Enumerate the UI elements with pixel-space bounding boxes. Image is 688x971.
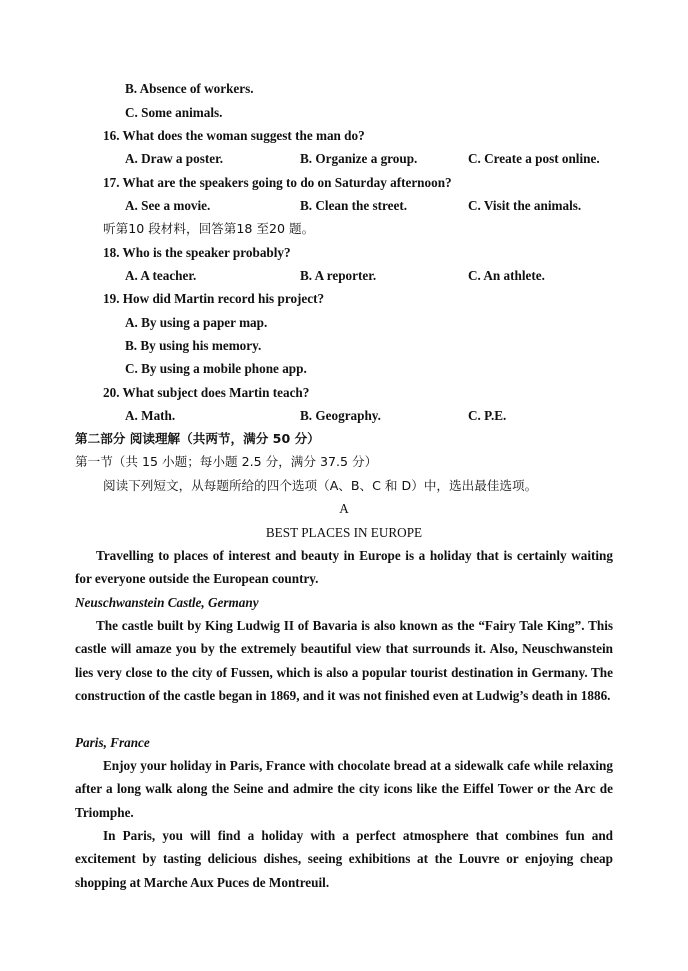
paragraph-neuschwanstein-text: The castle built by King Ludwig II of Bavaria is also known as the “Fairy Tale King”. This castle will amaze you by the extremely beautiful view that surrounds it. Also, Neuschwanstein lies very close to the city of Fussen, which is also a popular tourist destination in Germany. The construction of the castle began in 1869, and it was not finished even at Ludwig’s death in 1886.: [75, 618, 613, 703]
part-two-title: 第二部分 阅读理解（共两节，满分 50 分）: [75, 431, 320, 446]
q15-option-c: C. Some animals.: [125, 105, 223, 120]
q20-option-b: B. Geography.: [300, 408, 381, 423]
q17-question: 17. What are the speakers going to do on Saturday afternoon?: [103, 175, 452, 190]
q18-option-c: C. An athlete.: [468, 268, 545, 283]
heading-paris: Paris, France: [75, 735, 150, 750]
passage-intro-text: Travelling to places of interest and beauty in Europe is a holiday that is certainly waiting for everyone outside the European country.: [75, 548, 613, 587]
q20-question: 20. What subject does Martin teach?: [103, 385, 310, 400]
q16-question: 16. What does the woman suggest the man do?: [103, 128, 365, 143]
paragraph-paris-1-text: Enjoy your holiday in Paris, France with chocolate bread at a sidewalk cafe while relaxing after a long walk along the Seine and admire the city icons like the Eiffel Tower or the Arc de Triomphe.: [75, 758, 613, 820]
q19-option-b: B. By using his memory.: [125, 338, 262, 353]
section-one-title: 第一节（共 15 小题；每小题 2.5 分，满分 37.5 分）: [75, 454, 378, 469]
q20-option-a: A. Math.: [125, 408, 176, 423]
paragraph-paris-2: [75, 824, 613, 894]
passage-intro: [75, 544, 613, 591]
q16-option-b: B. Organize a group.: [300, 151, 418, 166]
q19-option-c: C. By using a mobile phone app.: [125, 361, 307, 376]
q20-option-c: C. P.E.: [468, 408, 507, 423]
paragraph-paris-1: [75, 754, 613, 824]
q16-option-c: C. Create a post online.: [468, 151, 600, 166]
reading-instructions: 阅读下列短文，从每题所给的四个选项（A、B、C 和 D）中，选出最佳选项。: [103, 478, 538, 493]
paragraph-paris-2-text: In Paris, you will find a holiday with a perfect atmosphere that combines fun and excitement by tasting delicious dishes, seeing exhibitions at the Louvre or enjoying cheap shopping at Marche Aux Puces de Montreuil.: [75, 828, 613, 890]
q17-option-c: C. Visit the animals.: [468, 198, 582, 213]
passage-letter: A: [339, 501, 349, 516]
q18-question: 18. Who is the speaker probably?: [103, 245, 291, 260]
q18-option-a: A. A teacher.: [125, 268, 197, 283]
heading-neuschwanstein: Neuschwanstein Castle, Germany: [75, 595, 259, 610]
q15-option-b: B. Absence of workers.: [125, 81, 254, 96]
q19-question: 19. How did Martin record his project?: [103, 291, 325, 306]
q17-option-b: B. Clean the street.: [300, 198, 408, 213]
paragraph-neuschwanstein: [75, 614, 613, 707]
material-10-instruction: 听第10 段材料，回答第18 至20 题。: [103, 221, 315, 236]
q16-option-a: A. Draw a poster.: [125, 151, 224, 166]
q17-option-a: A. See a movie.: [125, 198, 211, 213]
q19-option-a: A. By using a paper map.: [125, 315, 268, 330]
q18-option-b: B. A reporter.: [300, 268, 377, 283]
passage-title: BEST PLACES IN EUROPE: [265, 525, 423, 540]
